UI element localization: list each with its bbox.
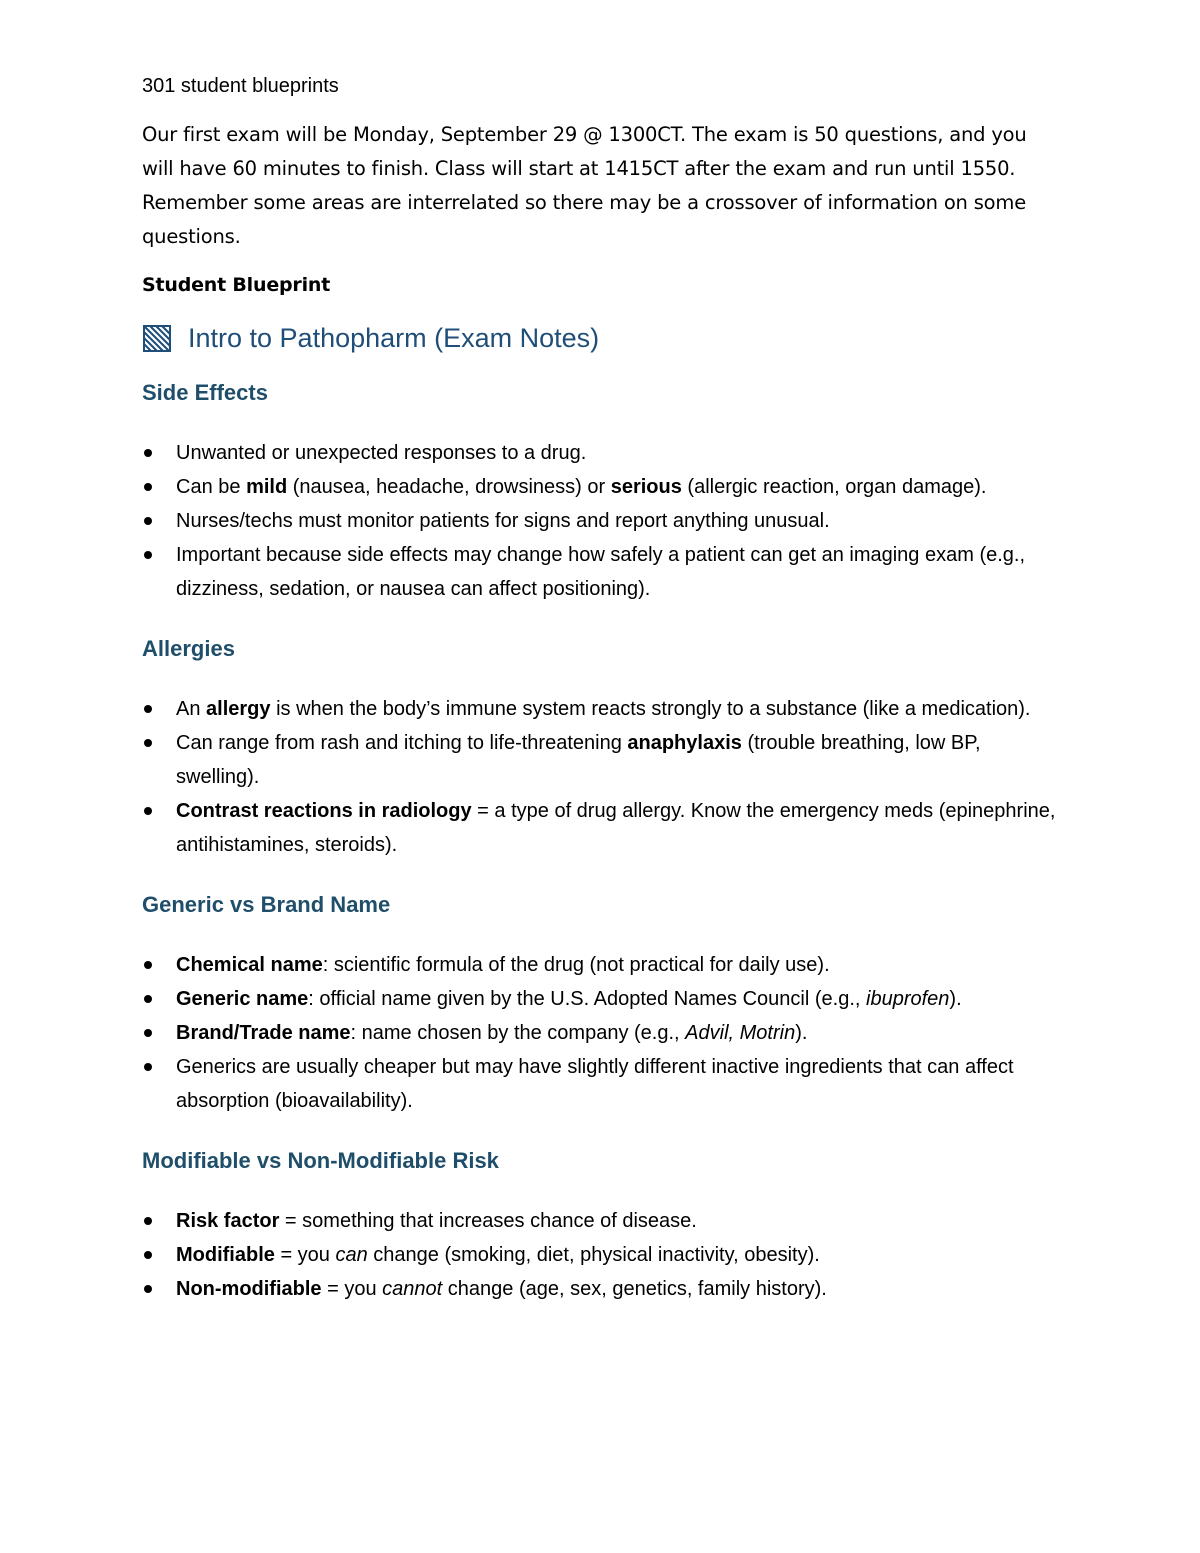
- risk-heading: Modifiable vs Non-Modifiable Risk: [142, 1148, 499, 1173]
- notes-title: [142, 318, 1060, 358]
- list-item: Can range from rash and itching to life-threatening anaphylaxis (trouble breathing, low BP, swelling).: [142, 726, 1060, 794]
- list-item: Can be mild (nausea, headache, drowsiness) or serious (allergic reaction, organ damage).: [142, 470, 1060, 504]
- allergies-list: [142, 692, 1060, 862]
- list-item: Contrast reactions in radiology = a type of drug allergy. Know the emergency meds (epinephrine, antihistamines, steroids).: [142, 794, 1060, 862]
- notes-icon: [142, 322, 174, 354]
- list-item: Modifiable = you can change (smoking, diet, physical inactivity, obesity).: [142, 1238, 1060, 1272]
- generic-brand-heading: Generic vs Brand Name: [142, 892, 391, 917]
- list-item: Generics are usually cheaper but may have slightly different inactive ingredients that can affect absorption (bioavailability).: [142, 1050, 1060, 1118]
- side-effects-heading: Side Effects: [142, 380, 268, 405]
- list-item: Risk factor = something that increases chance of disease.: [142, 1204, 1060, 1238]
- generic-brand-list: [142, 948, 1060, 1118]
- list-item: Important because side effects may change how safely a patient can get an imaging exam (e.g., dizziness, sedation, or nausea can affect positioning).: [142, 538, 1060, 606]
- list-item: Non-modifiable = you cannot change (age, sex, genetics, family history).: [142, 1272, 1060, 1306]
- list-item: Generic name: official name given by the U.S. Adopted Names Council (e.g., ibuprofen).: [142, 982, 1060, 1016]
- list-item: Brand/Trade name: name chosen by the company (e.g., Advil, Motrin).: [142, 1016, 1060, 1050]
- exam-info-paragraph: Our first exam will be Monday, September 29 @ 1300CT. The exam is 50 questions, and you will have 60 minutes to finish. Class will start at 1415CT after the exam and run until 1550. Remember some areas are interrelated so there may be a crossover of information on some questions.: [142, 123, 1027, 248]
- document-title: 301 student blueprints: [142, 75, 339, 97]
- list-item: An allergy is when the body’s immune system reacts strongly to a substance (like a medication).: [142, 692, 1060, 726]
- student-blueprint-label: Student Blueprint: [142, 274, 331, 296]
- risk-list: [142, 1204, 1060, 1306]
- list-item: Nurses/techs must monitor patients for signs and report anything unusual.: [142, 504, 1060, 538]
- list-item: Unwanted or unexpected responses to a drug.: [142, 436, 1060, 470]
- side-effects-list: [142, 436, 1060, 606]
- allergies-heading: Allergies: [142, 636, 235, 661]
- list-item: Chemical name: scientific formula of the drug (not practical for daily use).: [142, 948, 1060, 982]
- notes-title-text: Intro to Pathopharm (Exam Notes): [188, 323, 600, 353]
